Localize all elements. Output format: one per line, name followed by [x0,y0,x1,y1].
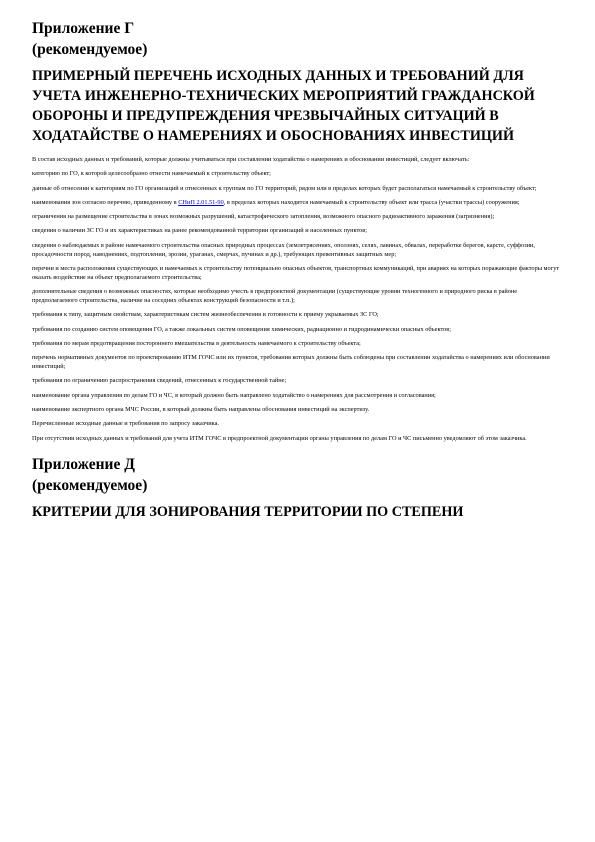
list-item: наименование экспертного органа МЧС России, в который должны быть направлены обоснования инвестиций на экспертизу. [32,406,370,414]
document-page [32,18,560,522]
list-item: перечень нормативных документов по проектированию ИТМ ГОЧС или их пунктов, требования которых должны быть соблюдены при составлении ходатайства о намерениях или обосновании инвестиций; [32,354,550,371]
appendix-g-title: Приложение Г [32,20,135,37]
note-paragraph: Перечисленные исходные данные и требования по запросу заказчика. [32,420,219,428]
list-item: сведения о наличии ЗС ГО и их характеристиках на ранее рекомендованной территории организаций и населенных пунктов; [32,227,368,235]
appendix-d-title: Приложение Д [32,455,135,473]
appendix-d-subtitle: (рекомендуемое) [32,476,148,494]
appendix-g-heading: ПРИМЕРНЫЙ ПЕРЕЧЕНЬ ИСХОДНЫХ ДАННЫХ И ТРЕБОВАНИЙ ДЛЯ УЧЕТА ИНЖЕНЕРНО-ТЕХНИЧЕСКИХ МЕРОПРИЯТИЙ ГРАЖДАНСКОЙ ОБОРОНЫ И ПРЕДУПРЕЖДЕНИЯ ЧРЕЗВЫЧАЙНЫХ СИТУАЦИЙ В ХОДАТАЙСТВЕ О НАМЕРЕНИЯХ И ОБОСНОВАНИЯХ ИНВЕСТИЦИЙ [32,68,535,144]
list-item-with-link [32,199,560,208]
note-paragraph: При отсутствии исходных данных и требований для учета ИТМ ГОЧС в предпроектной документации органы управления по делам ГО и ЧС письменно уведомляют об этом заказчика. [32,434,527,442]
list-item: данные об отнесении к категориям по ГО организаций и отнесенных к группам по ГО территорий, рядом или в пределах которых будет располагаться намечаемый к строительству объект; [32,184,537,192]
list-item: требования по созданию систем оповещения ГО, а также локальных систем оповещения химических, радиационно и гидродинамически опасных объектов; [32,325,451,333]
intro-paragraph: В состав исходных данных и требований, которые должны учитываться при составлении ходатайства о намерениях и обосновании инвестиций, следует включать: [32,156,470,163]
list-item-text: наименования зон согласно перечню, приведенному в [32,198,179,206]
list-item: перечни и места расположения существующих и намечаемых к строительству потенциально опасных объектов, транспортных коммуникаций, при авариях на которых поражающие факторы могут оказать воздействие на объект предполагаемого строительства; [32,264,560,281]
list-item: ограничения на размещение строительства в зонах возможных разрушений, катастрофического затопления, возможного опасного радиоактивного заражения (загрязнения); [32,213,495,221]
list-item: требования по мерам предотвращения постороннего вмешательства в деятельность намечаемого к строительству объекта; [32,339,361,347]
list-item: категорию по ГО, к которой целесообразно отнести намечаемый к строительству объект; [32,170,271,178]
appendix-d-heading: КРИТЕРИИ ДЛЯ ЗОНИРОВАНИЯ ТЕРРИТОРИИ ПО СТЕПЕНИ [32,503,464,520]
list-item: требования к типу, защитным свойствам, характеристикам систем жизнеобеспечения и готовности к приему укрываемых ЗС ГО; [32,311,379,319]
appendix-g-subtitle: (рекомендуемое) [32,41,148,58]
snip-link[interactable]: СНиП 2.01.51-90 [178,198,224,206]
list-item: наименование органа управления по делам ГО и ЧС, в который должно быть направлено ходатайство о намерениях для рассмотрения и согласования; [32,391,436,399]
list-item: дополнительные сведения о возможных опасностях, которые необходимо учесть в предпроектной документации (существующие уровни техногенного и природного риска в районе предполагаемого строительства, наличие на соседних объектах конструкций безопасности и т.п.); [32,288,518,305]
list-item: сведения о наблюдаемых в районе намечаемого строительства опасных природных процессах (землетрясениях, оползнях, селях, лавинах, обвалах, переработке берегов, карсте, суффозии, просадочности пород, наводнениях, подтоплении, эрозии, ураганах, смерчах, пучинах и др.), требующих превентивных защитных мер; [32,241,535,258]
list-item-text: , в пределах которых находится намечаемый к строительству объект или трасса (участки трассы) сооружения; [223,198,520,206]
list-item: требования по ограничению распространения сведений, отнесенных к государственной тайне; [32,377,287,385]
